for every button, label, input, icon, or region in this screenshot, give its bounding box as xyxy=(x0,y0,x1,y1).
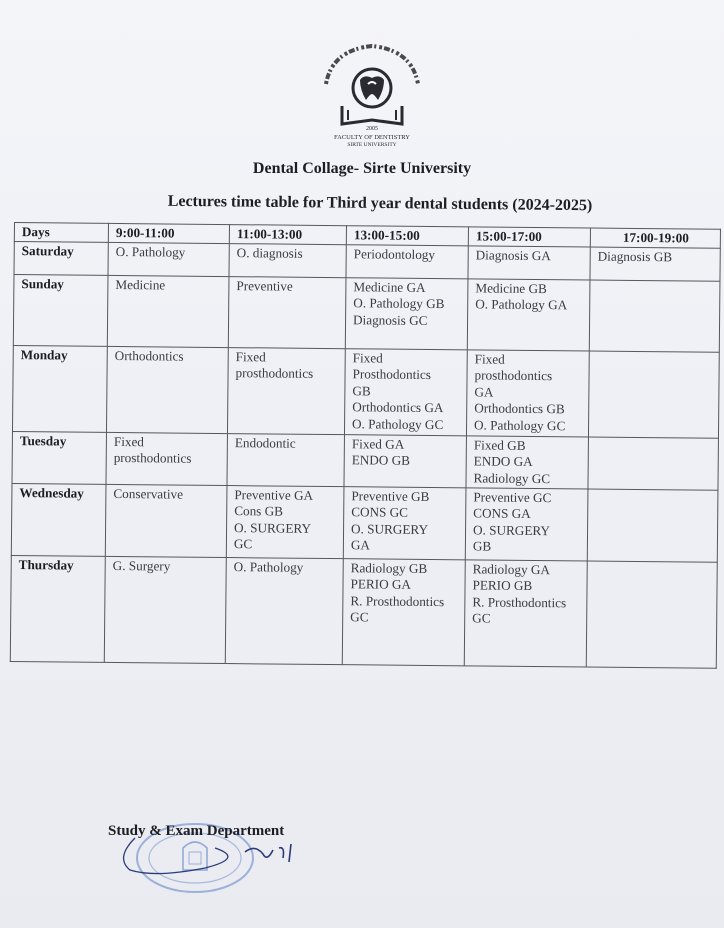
lecture-line: Preventive xyxy=(236,277,293,294)
lecture-line: Fixed GA xyxy=(351,435,405,452)
header-timeslot: 17:00-19:00 xyxy=(590,228,720,248)
lecture-line: R. Prosthodontics xyxy=(350,592,445,609)
department-label: Study & Exam Department xyxy=(108,823,285,839)
lecture-cell xyxy=(226,485,344,558)
lecture-line: Radiology GC xyxy=(473,469,551,486)
timetable-row xyxy=(12,345,719,438)
day-cell: Monday xyxy=(12,345,107,432)
lecture-line: Medicine GA xyxy=(353,278,426,295)
lecture-cell xyxy=(344,434,466,487)
lecture-line: Diagnosis GA xyxy=(475,246,551,263)
lecture-cell xyxy=(229,243,346,277)
lecture-line: CONS GA xyxy=(473,505,531,521)
lecture-cell xyxy=(346,244,468,278)
lecture-line: O. Pathology GC xyxy=(474,416,566,433)
lecture-cell xyxy=(464,559,587,666)
faculty-logo xyxy=(312,40,432,150)
lecture-line: O. diagnosis xyxy=(236,244,303,261)
lecture-line: PERIO GB xyxy=(472,577,533,593)
timetable-row xyxy=(10,555,717,668)
lecture-line: Prosthodontics xyxy=(352,366,432,383)
lecture-cell xyxy=(467,278,590,350)
lecture-line: Radiology GB xyxy=(350,559,428,576)
lecture-line: GC xyxy=(350,609,369,625)
lecture-line: O. Pathology xyxy=(233,558,304,575)
lecture-line: ENDO GA xyxy=(473,453,533,469)
lecture-cell xyxy=(108,242,229,276)
lecture-line: Fixed GB xyxy=(473,436,526,453)
lecture-cell xyxy=(586,561,717,668)
header-days: Days xyxy=(14,223,108,242)
lecture-line: Cons GB xyxy=(234,503,284,519)
header-timeslot: 9:00-11:00 xyxy=(108,223,229,243)
lecture-line: GB xyxy=(472,538,492,554)
lecture-cell xyxy=(343,486,466,559)
lecture-cell xyxy=(107,275,229,347)
lecture-cell xyxy=(227,347,345,434)
lecture-line: Preventive GB xyxy=(351,487,430,504)
lecture-cell xyxy=(588,437,718,490)
lecture-line: O. Pathology GC xyxy=(352,415,444,432)
lecture-cell xyxy=(345,277,468,349)
lecture-line: Diagnosis GC xyxy=(353,311,428,328)
logo-caption-line2: SIRTE UNIVERSITY xyxy=(347,142,397,148)
lecture-line: GA xyxy=(474,383,494,400)
header-timeslot: 13:00-15:00 xyxy=(346,226,468,246)
lecture-cell xyxy=(106,346,228,433)
lecture-line: O. Pathology xyxy=(115,243,186,260)
lecture-line: Diagnosis GB xyxy=(597,248,673,264)
lecture-line: O. SURGERY xyxy=(472,521,551,538)
lecture-cell xyxy=(104,556,226,663)
day-cell: Sunday xyxy=(13,274,108,346)
lecture-line: Orthodontics xyxy=(114,347,184,364)
lecture-cell xyxy=(587,489,718,562)
lecture-line: Orthodontics GB xyxy=(474,400,565,417)
timetable-container xyxy=(10,222,720,683)
lecture-line: O. Pathology GB xyxy=(353,295,445,312)
lecture-cell xyxy=(466,435,588,488)
lecture-line: Medicine GB xyxy=(475,279,547,296)
lecture-cell xyxy=(342,558,465,665)
lecture-cell xyxy=(227,433,344,486)
day-cell: Wednesday xyxy=(11,483,106,556)
lecture-line: prosthodontics xyxy=(113,449,192,466)
lecture-line: Fixed xyxy=(352,349,383,366)
day-cell: Saturday xyxy=(14,241,108,275)
logo-year: 2005 xyxy=(366,126,378,132)
header-timeslot: 15:00-17:00 xyxy=(468,227,590,247)
lecture-cell xyxy=(106,432,227,485)
lecture-line: Periodontology xyxy=(353,245,436,262)
lecture-cell xyxy=(590,247,720,281)
lecture-line: GC xyxy=(472,610,491,626)
lecture-line: Orthodontics GA xyxy=(352,399,444,416)
timetable-row xyxy=(12,431,718,490)
lecture-cell xyxy=(588,351,719,438)
logo-caption-line1: FACULTY OF DENTISTRY xyxy=(334,134,410,141)
lecture-line: GC xyxy=(233,536,253,552)
lecture-cell xyxy=(589,280,720,352)
timetable-body xyxy=(10,241,720,668)
lecture-line: PERIO GA xyxy=(350,576,412,592)
lecture-line: GA xyxy=(350,537,371,553)
lecture-line: Endodontic xyxy=(234,434,296,451)
lecture-cell xyxy=(465,487,588,560)
lecture-line: Preventive GC xyxy=(473,488,552,505)
lecture-line: prosthodontics xyxy=(474,367,553,384)
lecture-line: Medicine xyxy=(115,276,166,292)
lecture-line: R. Prosthodontics xyxy=(472,593,567,610)
lecture-line: O. Pathology GA xyxy=(475,296,568,313)
lecture-cell xyxy=(228,276,346,348)
lecture-line: CONS GC xyxy=(351,504,409,520)
document-title: Dental Collage- Sirte University xyxy=(252,160,472,177)
lecture-cell xyxy=(468,245,590,279)
lecture-cell xyxy=(466,349,589,436)
lecture-line: O. SURGERY xyxy=(351,520,429,537)
lecture-line: G. Surgery xyxy=(112,557,171,574)
lecture-line: Fixed xyxy=(235,348,266,364)
lecture-line: O. SURGERY xyxy=(234,519,312,536)
lecture-line: Fixed xyxy=(113,433,145,449)
timetable-row xyxy=(11,483,718,562)
lecture-cell xyxy=(344,348,467,435)
timetable-row xyxy=(13,274,720,352)
lecture-line: Conservative xyxy=(113,485,184,502)
lecture-line: prosthodontics xyxy=(235,365,314,381)
lecture-line: Radiology GA xyxy=(472,560,551,577)
lecture-line: GB xyxy=(352,382,371,398)
lecture-line: Preventive GA xyxy=(234,486,314,503)
day-cell: Thursday xyxy=(10,555,105,662)
lecture-line: ENDO GB xyxy=(351,452,411,468)
lecture-line: Fixed xyxy=(474,350,505,367)
day-cell: Tuesday xyxy=(12,431,106,484)
header-timeslot: 11:00-13:00 xyxy=(229,225,346,245)
document-subtitle: Lectures time table for Third year dental students (2024-2025) xyxy=(167,192,593,215)
lecture-cell xyxy=(225,557,343,664)
lecture-cell xyxy=(105,484,227,557)
timetable xyxy=(10,222,721,668)
